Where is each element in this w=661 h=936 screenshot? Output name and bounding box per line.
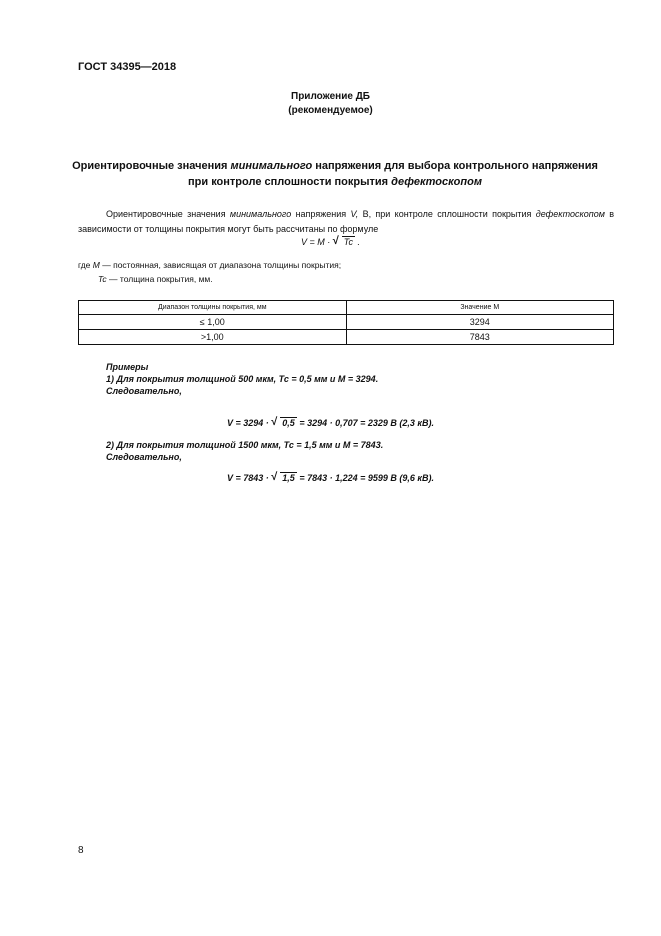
title-emphasis: минимального bbox=[230, 160, 313, 172]
formula-radicand: Tc bbox=[343, 237, 353, 247]
m-values-table bbox=[78, 300, 614, 345]
where-prefix: где bbox=[78, 260, 93, 270]
title-text: напряжения для выбора контрольного напряжения bbox=[312, 160, 598, 172]
intro-emphasis: дефектоскопом bbox=[535, 209, 605, 219]
formula-tail: . bbox=[357, 237, 360, 247]
table-header-range: Диапазон толщины покрытия, мм bbox=[79, 301, 347, 315]
voltage-formula bbox=[0, 237, 661, 247]
formula-rhs: = 3294 · 0,707 = 2329 В (2,3 кВ). bbox=[299, 418, 434, 428]
formula-rhs: = 7843 · 1,224 = 9599 В (9,6 кВ). bbox=[299, 473, 434, 483]
radical-icon: √ bbox=[271, 416, 278, 428]
intro-emphasis: минимального bbox=[229, 209, 292, 219]
title-emphasis: дефектоскопом bbox=[391, 176, 482, 188]
example-1-text: 1) Для покрытия толщиной 500 мкм, Tc = 0,5 мм и M = 3294. bbox=[106, 374, 379, 384]
definition-m bbox=[78, 260, 341, 270]
intro-text: в зависимости от толщины покрытия могут быть рассчитаны по формуле bbox=[78, 209, 614, 234]
table-cell-value: 3294 bbox=[346, 315, 614, 330]
definition-tc bbox=[98, 274, 213, 284]
formula-radicand: 1,5 bbox=[282, 473, 295, 483]
table-header-row bbox=[79, 301, 614, 315]
table-row bbox=[79, 315, 614, 330]
definition-text: — толщина покрытия, мм. bbox=[106, 274, 213, 284]
table-header-value: Значение M bbox=[346, 301, 614, 315]
example-1-hence: Следовательно, bbox=[106, 386, 182, 396]
intro-text: Ориентировочные значения bbox=[106, 209, 230, 219]
intro-text: В, при контроле сплошности покрытия bbox=[358, 209, 532, 219]
document-code: ГОСТ 34395—2018 bbox=[78, 61, 177, 73]
example-2-hence: Следовательно, bbox=[106, 452, 182, 462]
sqrt-symbol bbox=[271, 473, 297, 483]
radical-icon: √ bbox=[332, 235, 339, 247]
appendix-label: Приложение ДБ bbox=[291, 91, 370, 102]
page-number: 8 bbox=[78, 845, 84, 856]
formula-lhs: V = M · bbox=[301, 237, 331, 247]
table-cell-range: ≤ 1,00 bbox=[79, 315, 347, 330]
example-2-text: 2) Для покрытия толщиной 1500 мкм, Tc = 1,5 мм и M = 7843. bbox=[106, 440, 384, 450]
table-cell-value: 7843 bbox=[346, 330, 614, 345]
section-title bbox=[70, 158, 600, 190]
definition-text: — постоянная, зависящая от диапазона толщины покрытия; bbox=[99, 260, 342, 270]
title-text: Ориентировочные значения bbox=[72, 160, 231, 172]
intro-symbol: V, bbox=[350, 209, 359, 219]
sqrt-symbol bbox=[271, 418, 297, 428]
table-row bbox=[79, 330, 614, 345]
symbol-tc: Tc bbox=[98, 274, 107, 284]
appendix-status: (рекомендуемое) bbox=[288, 105, 373, 116]
radical-icon: √ bbox=[271, 471, 278, 483]
formula-lhs: V = 3294 · bbox=[227, 418, 269, 428]
intro-paragraph bbox=[78, 207, 614, 237]
title-text: при контроле сплошности покрытия bbox=[188, 176, 392, 188]
table-cell-range: >1,00 bbox=[79, 330, 347, 345]
sqrt-symbol bbox=[333, 237, 355, 247]
formula-lhs: V = 7843 · bbox=[227, 473, 269, 483]
example-2-formula bbox=[0, 473, 661, 483]
example-1-formula bbox=[0, 418, 661, 428]
symbol-m: M bbox=[92, 260, 100, 270]
examples-heading: Примеры bbox=[106, 362, 149, 372]
intro-text: напряжения bbox=[291, 209, 351, 219]
formula-radicand: 0,5 bbox=[282, 418, 295, 428]
